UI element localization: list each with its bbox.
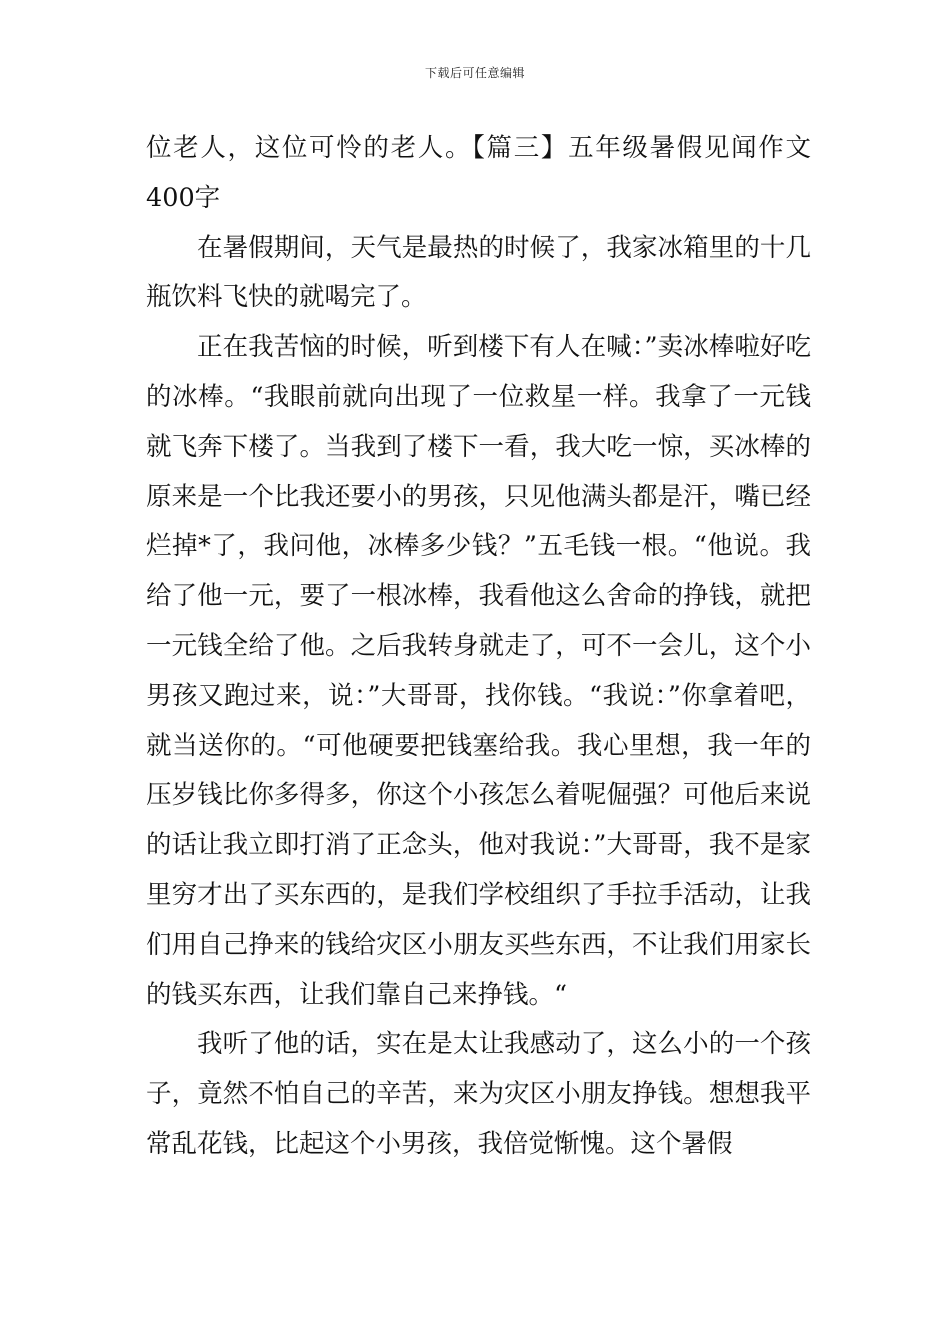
- document-body: [146, 124, 811, 1170]
- paragraph-4: 我听了他的话，实在是太让我感动了，这么小的一个孩子，竟然不怕自己的辛苦，来为灾区小朋友挣钱。想想我平常乱花钱，比起这个小男孩，我倍觉惭愧。这个暑假: [146, 1029, 811, 1159]
- paragraph-2: 在暑假期间，天气是最热的时候了，我家冰箱里的十几瓶饮料飞快的就喝完了。: [146, 232, 811, 313]
- page-header: 下载后可任意编辑: [424, 66, 525, 80]
- paragraph-3: 正在我苦恼的时候，听到楼下有人在喊：”卖冰棒啦好吃的冰棒。“我眼前就向出现了一位救星一样。我拿了一元钱就飞奔下楼了。当我到了楼下一看，我大吃一惊，买冰棒的原来是一个比我还要小的男孩，只见他满头都是汗，嘴已经烂掉*了，我问他，冰棒多少钱？”五毛钱一根。“他说。我给了他一元，要了一根冰棒，我看他这么舍命的挣钱，就把一元钱全给了他。之后我转身就走了，可不一会儿，这个小男孩又跑过来，说：”大哥哥，找你钱。“我说：”你拿着吧，就当送你的。“可他硬要把钱塞给我。我心里想，我一年的压岁钱比你多得多，你这个小孩怎么着呢倔强？可他后来说的话让我立即打消了正念头，他对我说：”大哥哥，我不是家里穷才出了买东西的，是我们学校组织了手拉手活动，让我们用自己挣来的钱给灾区小朋友买些东西，不让我们用家长的钱买东西，让我们靠自己来挣钱。“: [146, 332, 811, 1010]
- paragraph-1: 位老人，这位可怜的老人。【篇三】五年级暑假见闻作文400字: [146, 133, 811, 213]
